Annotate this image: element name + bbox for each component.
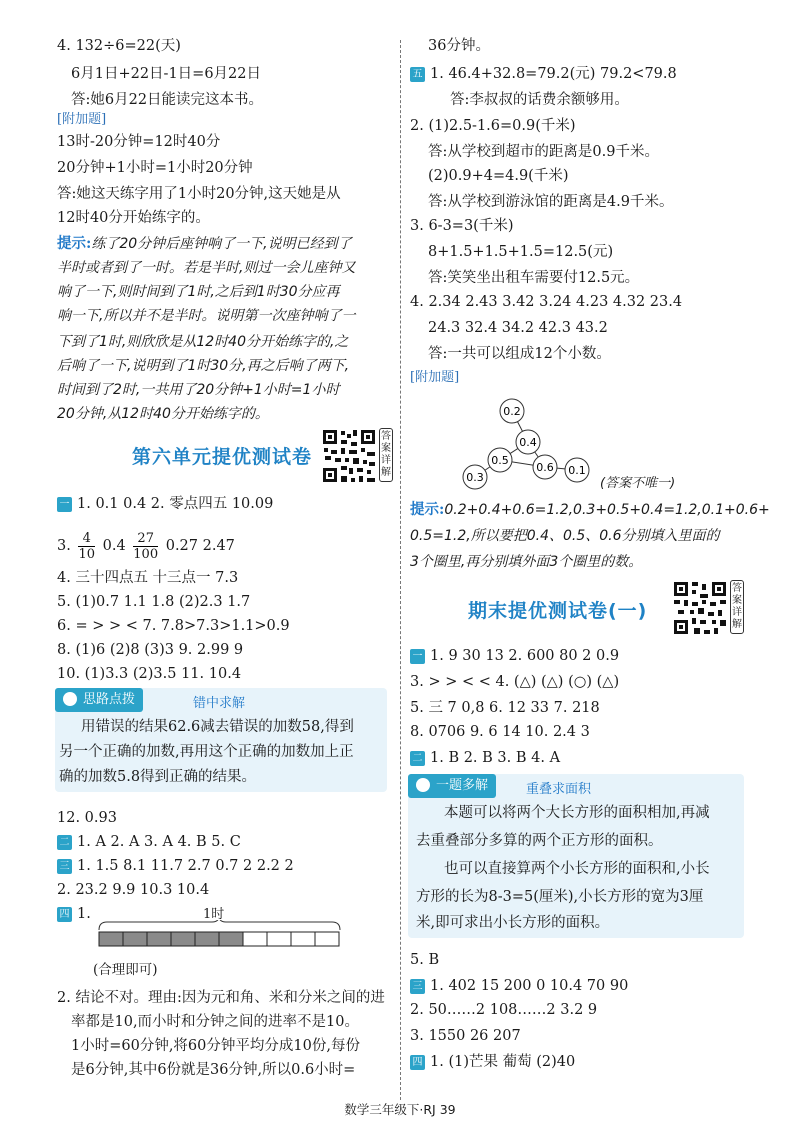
qr-code-icon	[672, 580, 728, 636]
fraction: $\frac{4}{10}$	[78, 530, 95, 562]
bar-cell-filled	[147, 932, 171, 946]
hint-line: 下到了1时,则欣欣是从12时40分开始练字的,之	[57, 334, 349, 350]
hint-line: 半时或者到了一时。若是半时,则过一会儿座钟又	[57, 260, 356, 276]
thinking-tips-subtitle: 错中求解	[193, 696, 246, 711]
answer-line: (2)0.9+4=4.9(千米)	[428, 168, 569, 184]
answer-line: 三 1. 402 15 200 0 10.4 70 90	[410, 976, 628, 996]
answer-line: 5. B	[410, 952, 440, 968]
hint-line: 响了一下,则时间到了1时,之后到1时30分应再	[57, 284, 340, 300]
part-three-tag: 三	[57, 859, 72, 874]
hint-line: 响一下,所以并不是半时。说明第一次座钟响了一	[57, 308, 356, 324]
multiple-solutions-box: 一题多解 重叠求面积 本题可以将两个大长方形的面积相加,再减 去重叠部分多算的两个正方形的面积。 也可以直接算两个小长方形的面积和,小长 方形的长为8-3=5(厘米),小长方形的宽为3厘 米,即可求出小长方形的面积。	[408, 774, 744, 938]
bar-cell-filled	[195, 932, 219, 946]
answer-line: 二 1. A 2. A 3. A 4. B 5. C	[57, 832, 241, 852]
multiple-solutions-header: 一题多解	[408, 774, 496, 798]
hint-line: 提示:练了20分钟后座钟响了一下,说明已经到了	[57, 235, 352, 252]
answer-line: 四 1.	[57, 904, 91, 924]
answer-line: 36分钟。	[428, 38, 490, 54]
qr-code-icon	[321, 428, 377, 484]
hint-label: 提示:	[410, 501, 445, 518]
hint-line: 提示:0.2+0.4+0.6=1.2,0.3+0.5+0.4=1.2,0.1+0.6+	[410, 501, 770, 518]
answer-line: 四 1. (1)芒果 葡萄 (2)40	[410, 1052, 575, 1072]
answer-line: 8. 0706 9. 6 14 10. 2.4 3	[410, 724, 590, 740]
answer-line: 2. 结论不对。理由:因为元和角、米和分米之间的进	[57, 990, 385, 1006]
answer-line: 答:从学校到超市的距离是0.9千米。	[428, 144, 659, 160]
circle-value: 0.3	[466, 471, 484, 484]
circle-value: 0.6	[536, 461, 554, 474]
answer-line: 一 1. 0.1 0.4 2. 零点四五 10.09	[57, 494, 273, 514]
multiple-solutions-subtitle: 重叠求面积	[526, 782, 592, 797]
answer-line: 13时-20分钟=12时40分	[57, 134, 221, 150]
answer-line: 一 1. 9 30 13 2. 600 80 2 0.9	[410, 646, 619, 666]
bar-cell-filled	[99, 932, 123, 946]
hint-line: 后响了一下,说明到了1时30分,再之后响了两下,	[57, 358, 350, 374]
answer-line: 答:从学校到游泳馆的距离是4.9千米。	[428, 194, 674, 210]
part-three-tag: 三	[410, 979, 425, 994]
bar-cell-empty	[243, 932, 267, 946]
bar-brace	[99, 920, 340, 930]
qr-code[interactable]	[321, 428, 377, 484]
part-four-tag: 四	[410, 1055, 425, 1070]
answer-line: 是6分钟,其中6份就是36分钟,所以0.6小时=	[71, 1062, 356, 1078]
answer-line: 10. (1)3.3 (2)3.5 11. 10.4	[57, 666, 242, 682]
bar-label: 1时	[203, 907, 225, 922]
answer-line: 答:李叔叔的话费余额够用。	[450, 92, 629, 108]
answer-line: 2. (1)2.5-1.6=0.9(千米)	[410, 118, 576, 134]
section-title: 第六单元提优测试卷	[132, 446, 313, 468]
part-two-tag: 二	[57, 835, 72, 850]
answer-line: 2. 23.2 9.9 10.3 10.4	[57, 882, 210, 898]
answer-line: 答:她这天练字用了1小时20分钟,这天她是从	[57, 186, 341, 202]
answer-line: 2. 50……2 108……2 3.2 9	[410, 1002, 598, 1018]
lightbulb-icon	[63, 692, 77, 706]
circle-value: 0.4	[519, 436, 537, 449]
answer-line: 12时40分开始练字的。	[57, 210, 210, 226]
answer-line: 1小时=60分钟,将60分钟平均分成10份,每份	[71, 1038, 360, 1054]
answer-line: 三 1. 1.5 8.1 11.7 2.7 0.7 2 2.2 2	[57, 856, 294, 876]
answer-line: 24.3 32.4 34.2 42.3 43.2	[428, 320, 608, 336]
circle-value: 0.2	[503, 405, 521, 418]
answer-line: 答:一共可以组成12个小数。	[428, 346, 611, 362]
answer-line: 答:笑笑坐出租车需要付12.5元。	[428, 270, 640, 286]
bar-cell-empty	[315, 932, 339, 946]
bar-cell-filled	[219, 932, 243, 946]
part-two-tag: 二	[410, 751, 425, 766]
answer-line: 4. 三十四点五 十三点一 7.3	[57, 570, 239, 586]
answer-line: 4. 132÷6=22(天)	[57, 38, 181, 54]
extra-question-label: [附加题]	[410, 370, 460, 385]
column-divider	[400, 40, 401, 1100]
part-one-tag: 一	[57, 497, 72, 512]
part-five-tag: 五	[410, 67, 425, 82]
hint-line: 20分钟,从12时40分开始练字的。	[57, 406, 269, 422]
thinking-tips-header: 思路点拨	[55, 688, 143, 712]
lightbulb-icon	[416, 778, 430, 792]
answer-line: 8+1.5+1.5+1.5=12.5(元)	[428, 244, 614, 260]
answer-line: 5. (1)0.7 1.1 1.8 (2)2.3 1.7	[57, 594, 251, 610]
bar-cell-filled	[123, 932, 147, 946]
hint-line: 0.5=1.2,所以要把0.4、0.5、0.6分别填入里面的	[410, 528, 720, 544]
circle-value: 0.5	[491, 454, 509, 467]
answer-line: 6月1日+22日-1日=6月22日	[71, 66, 262, 82]
bar-cell-empty	[267, 932, 291, 946]
answer-line: 5. 三 7 0,8 6. 12 33 7. 218	[410, 700, 600, 716]
hint-line: 3个圈里,再分别填外面3个圈里的数。	[410, 554, 643, 570]
part-four-tag: 四	[57, 907, 72, 922]
section-title: 期末提优测试卷(一)	[468, 600, 648, 622]
answer-detail-tag[interactable]: 答 案 详 解	[379, 428, 393, 482]
answer-line: 率都是10,而小时和分钟之间的进率不是10。	[71, 1014, 360, 1030]
answer-line: 12. 0.93	[57, 810, 117, 826]
answer-detail-tag[interactable]: 答 案 详 解	[730, 580, 744, 634]
qr-code[interactable]	[672, 580, 728, 636]
thinking-tips-box: 思路点拨 错中求解 用错误的结果62.6减去错误的加数58,得到 另一个正确的加数,再用这个正确的加数加上正 确的加数5.8得到正确的结果。	[55, 688, 387, 792]
bar-cell-filled	[171, 932, 195, 946]
hint-line: 时间到了2时,一共用了20分钟+1小时=1小时	[57, 382, 340, 398]
fraction: $\frac{27}{100}$	[133, 530, 159, 562]
diagram-note: (答案不唯一)	[600, 476, 676, 491]
answer-line: 4. 2.34 2.43 3.42 3.24 4.23 4.32 23.4	[410, 294, 683, 310]
bar-cell-empty	[291, 932, 315, 946]
bar-note: (合理即可)	[93, 962, 158, 978]
answer-line: 五 1. 46.4+32.8=79.2(元) 79.2<79.8	[410, 64, 677, 84]
answer-line: 答:她6月22日能读完这本书。	[71, 92, 264, 108]
answer-line: 二 1. B 2. B 3. B 4. A	[410, 748, 560, 768]
answer-line: 6. = > > < 7. 7.8>7.3>1.1>0.9	[57, 618, 290, 634]
page-footer: 数学三年级下·RJ 39	[344, 1102, 456, 1117]
time-bar-diagram	[97, 920, 342, 954]
circle-value: 0.1	[568, 464, 586, 477]
answer-line-fractions: 3. $\frac{4}{10}$ 0.4 $\frac{27}{100}$ 0.27 2.47	[57, 530, 235, 562]
part-one-tag: 一	[410, 649, 425, 664]
answer-line: 8. (1)6 (2)8 (3)3 9. 2.99 9	[57, 642, 244, 658]
answer-line: 3. 6-3=3(千米)	[410, 218, 514, 234]
extra-question-label: [附加题]	[57, 112, 107, 127]
answer-line: 3. 1550 26 207	[410, 1028, 521, 1044]
hint-label: 提示:	[57, 235, 92, 252]
answer-line: 3. > > < < 4. (△) (△) (○) (△)	[410, 674, 620, 690]
answer-line: 20分钟+1小时=1小时20分钟	[57, 160, 253, 176]
